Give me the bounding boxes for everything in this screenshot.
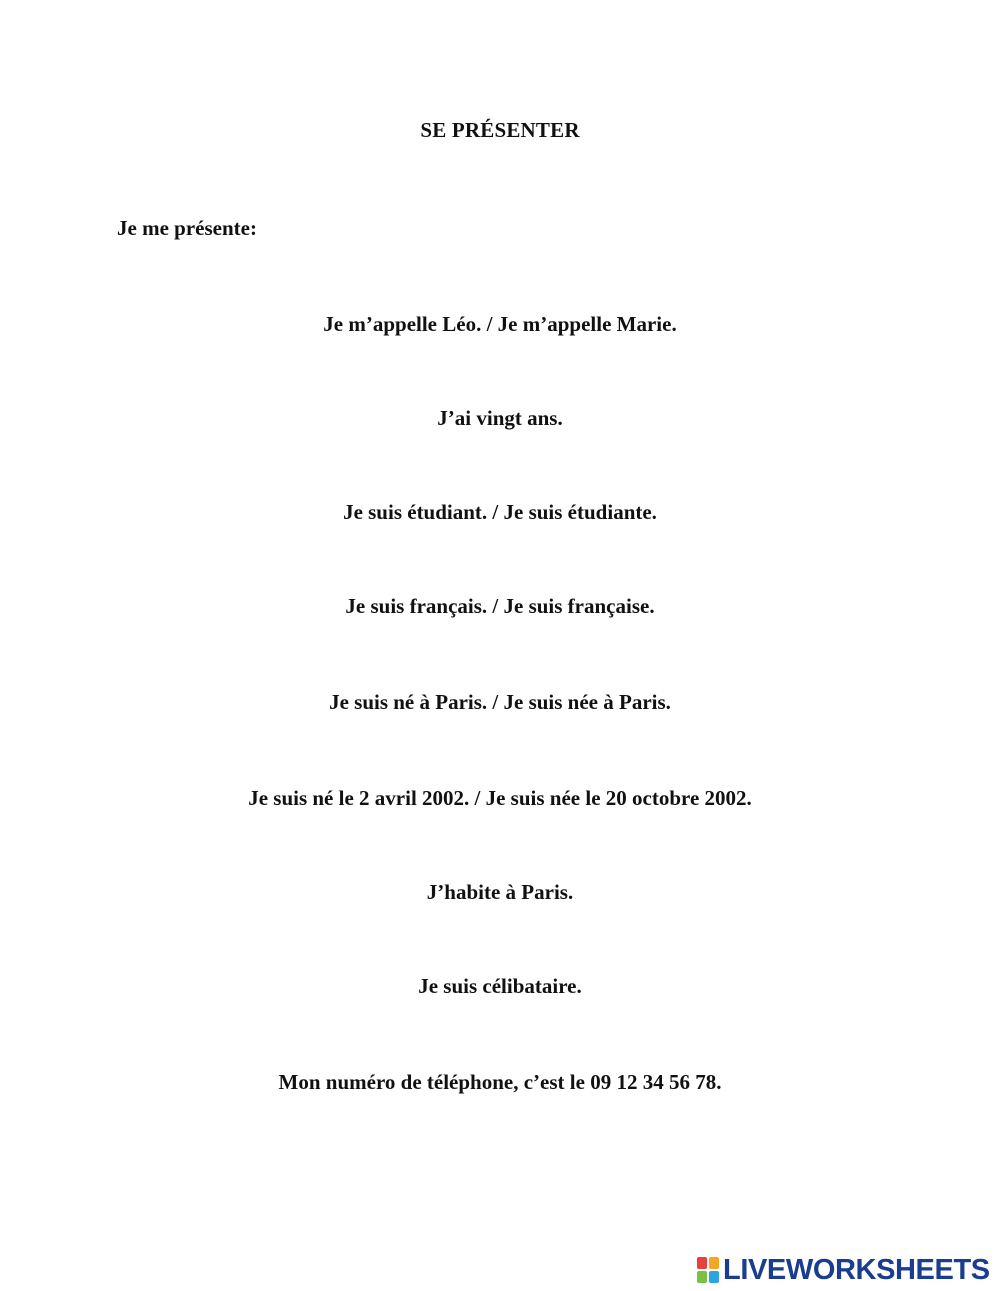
intro-text: Je me présente:	[117, 216, 257, 240]
sentence-line: Je suis étudiant. / Je suis étudiante.	[343, 500, 657, 524]
sentence-line: J’ai vingt ans.	[437, 406, 563, 430]
liveworksheets-logo	[697, 1254, 990, 1286]
sentence-line: Je suis français. / Je suis française.	[345, 594, 655, 618]
sentence-line: J’habite à Paris.	[426, 880, 574, 904]
logo-text: LIVEWORKSHEETS	[723, 1253, 990, 1286]
sentence-line: Je suis né à Paris. / Je suis née à Paris.	[329, 690, 671, 714]
liveworksheets-logo-icon	[697, 1257, 719, 1283]
page-title: SE PRÉSENTER	[420, 118, 580, 142]
sentence-line: Mon numéro de téléphone, c’est le 09 12 34 56 78.	[278, 1070, 722, 1094]
sentence-line: Je suis né le 2 avril 2002. / Je suis née le 20 octobre 2002.	[248, 786, 752, 810]
sentence-line: Je m’appelle Léo. / Je m’appelle Marie.	[323, 312, 677, 336]
sentence-line: Je suis célibataire.	[418, 974, 582, 998]
